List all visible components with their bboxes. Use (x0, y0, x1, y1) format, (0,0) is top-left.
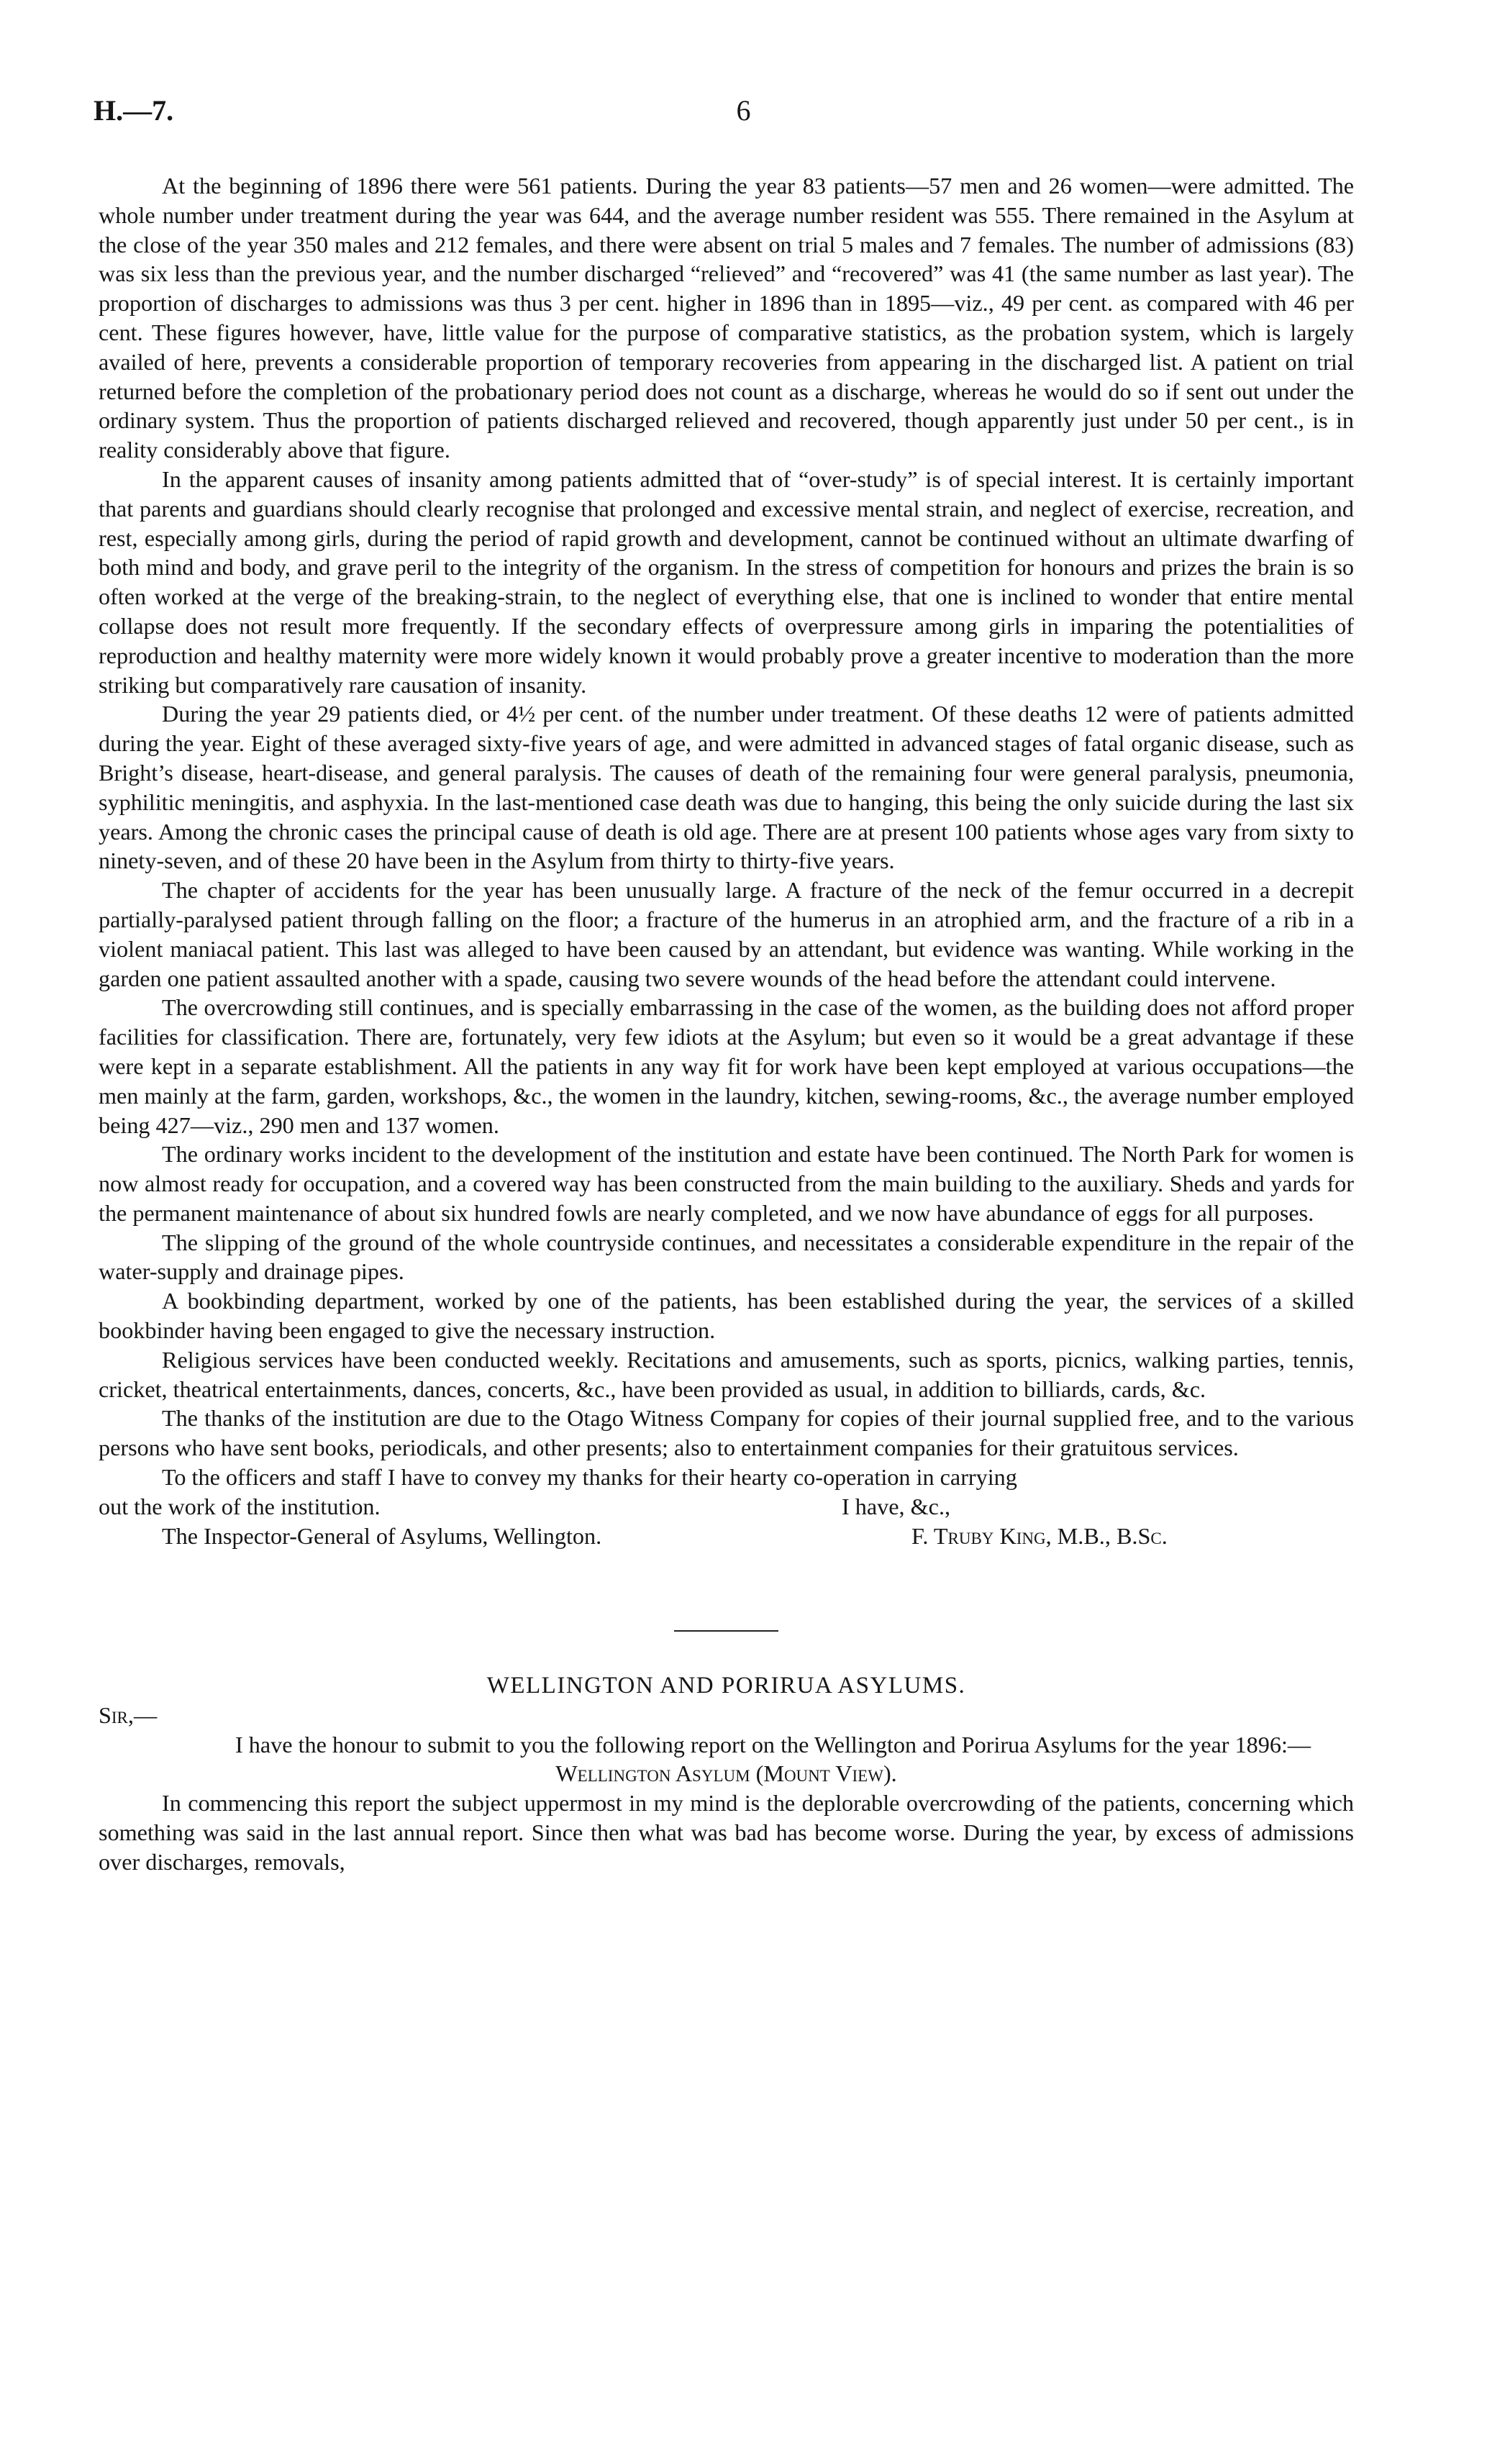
closing-line-3 (99, 1522, 1354, 1551)
signature: F. Truby King, M.B., B.Sc. (911, 1522, 1168, 1549)
page-header (94, 94, 1393, 137)
section-subtitle: Wellington Asylum (Mount View). (555, 1760, 897, 1787)
paragraph-works: The ordinary works incident to the development of the institution and estate have been continued. The North Park for women is now almost ready for occupation, and a covered way has been constructed from the main building to the auxiliary. Sheds and yards for the permanent maintenance of about six hundred fowls are nearly completed, and we now have abundance of eggs for all purposes. (99, 1141, 1354, 1226)
closing-line-1: To the officers and staff I have to convey my thanks for their hearty co-operation in carrying (162, 1464, 1017, 1491)
section-title: WELLINGTON AND PORIRUA ASYLUMS. (486, 1672, 966, 1699)
closing-line-2 (99, 1492, 1354, 1522)
section-intro: I have the honour to submit to you the following report on the Wellington and Porirua Asylums for the year 1896:— (235, 1731, 1311, 1758)
paragraph-admissions: At the beginning of 1896 there were 561 patients. During the year 83 patients—57 men and 26 women—were admitted. The whole number under treatment during the year was 644, and the average number resident was 555. There remained in the Asylum at the close of the year 350 males and 212 females, and there were absent on trial 5 males and 7 females. The number of admissions (83) was six less than the previous year, and the number discharged “relieved” and “recovered” was 41 (the same number as last year). The proportion of discharges to admissions was thus 3 per cent. higher in 1896 than in 1895—viz., 49 per cent. as compared with 46 per cent. These figures however, have, little value for the purpose of comparative statistics, as the probation system, which is largely availed of here, prevents a considerable proportion of temporary recoveries from appearing in the discharged list. A patient on trial returned before the completion of the probationary period does not count as a discharge, whereas he would do so if sent out under the ordinary system. Thus the proportion of patients discharged relieved and recovered, though apparently just under 50 per cent., is in reality considerably above that figure. (99, 173, 1354, 463)
paragraph-bookbinding: A bookbinding department, worked by one of the patients, has been established during the year, the services of a skilled bookbinder having been engaged to give the necessary instruction. (99, 1288, 1354, 1344)
paragraph-accidents: The chapter of accidents for the year has been unusually large. A fracture of the neck of the femur occurred in a decrepit partially-paralysed patient through falling on the floor; a fracture of the humerus in an atrophied arm, and the fracture of a rib in a violent maniacal patient. This last was alleged to have been caused by an attendant, but evidence was wanting. While working in the garden one patient assaulted another with a spade, causing two severe wounds of the head before the attendant could intervene. (99, 877, 1354, 991)
document-reference: H.—7. (94, 94, 174, 127)
closing-i-have: I have, &c., (842, 1493, 951, 1519)
closing-work-text: out the work of the institution. (99, 1493, 381, 1519)
paragraph-deaths: During the year 29 patients died, or 4½ per cent. of the number under treatment. Of these deaths 12 were of patients admitted during the year. Eight of these averaged sixty-five years of age, and were admitted in advanced stages of fatal organic disease, such as Bright’s disease, heart-disease, and general paralysis. The causes of death of the remaining four were general paralysis, pneumonia, syphilitic meningitis, and asphyxia. In the last-mentioned case death was due to hanging, this being the only suicide during the last six years. Among the chronic cases the principal cause of death is old age. There are at present 100 patients whose ages vary from sixty to ninety-seven, and of these 20 have been in the Asylum from thirty to thirty-five years. (99, 701, 1354, 874)
paragraph-mount-view: In commencing this report the subject uppermost in my mind is the deplorable overcrowding of the patients, concerning which something was said in the last annual report. Since then what was bad has become worse. During the year, by excess of admissions over discharges, removals, (99, 1790, 1354, 1875)
section-divider (674, 1630, 778, 1632)
paragraph-overcrowding: The overcrowding still continues, and is specially embarrassing in the case of the women, as the building does not afford proper facilities for classification. There are, fortunately, very few idiots at the Asylum; but even so it would be a great advantage if these were kept in a separate establishment. All the patients in any way fit for work have been kept employed at various occupations—the men mainly at the farm, garden, workshops, &c., the women in the laundry, kitchen, sewing-rooms, &c., the average number employed being 427—viz., 290 men and 137 women. (99, 994, 1354, 1138)
paragraph-over-study: In the apparent causes of insanity among patients admitted that of “over-study” is of special interest. It is certainly important that parents and guardians should clearly recognise that prolonged and excessive mental strain, and neglect of exercise, recreation, and rest, especially among girls, during the period of rapid growth and development, cannot be continued without an ultimate dwarfing of both mind and body, and grave peril to the integrity of the organism. In the stress of competition for honours and prizes the brain is so often worked at the verge of the breaking-strain, to the neglect of everything else, that one is inclined to wonder that entire mental collapse does not result more frequently. If the secondary effects of overpressure among girls in imparing the potentialities of reproduction and healthy maternity were more widely known it would probably prove a greater incentive to moderation than the more striking but comparatively rare causation of insanity. (99, 465, 1354, 698)
page-number: 6 (736, 94, 751, 127)
paragraph-services: Religious services have been conducted weekly. Recitations and amusements, such as sports, picnics, walking parties, tennis, cricket, theatrical entertainments, dances, concerts, &c., have been provided as usual, in addition to billiards, cards, &c. (99, 1346, 1354, 1402)
paragraph-thanks: The thanks of the institution are due to the Otago Witness Company for copies of their journal supplied free, and to the various persons who have sent books, periodicals, and other presents; also to entertainment companies for their gratuitous services. (99, 1405, 1354, 1461)
addressee: The Inspector-General of Asylums, Wellington. (162, 1522, 602, 1549)
paragraph-ground-slipping: The slipping of the ground of the whole countryside continues, and necessitates a considerable expenditure in the repair of the water-supply and drainage pipes. (99, 1229, 1354, 1285)
salutation: Sir,— (99, 1701, 158, 1728)
report-body (99, 171, 1354, 1877)
